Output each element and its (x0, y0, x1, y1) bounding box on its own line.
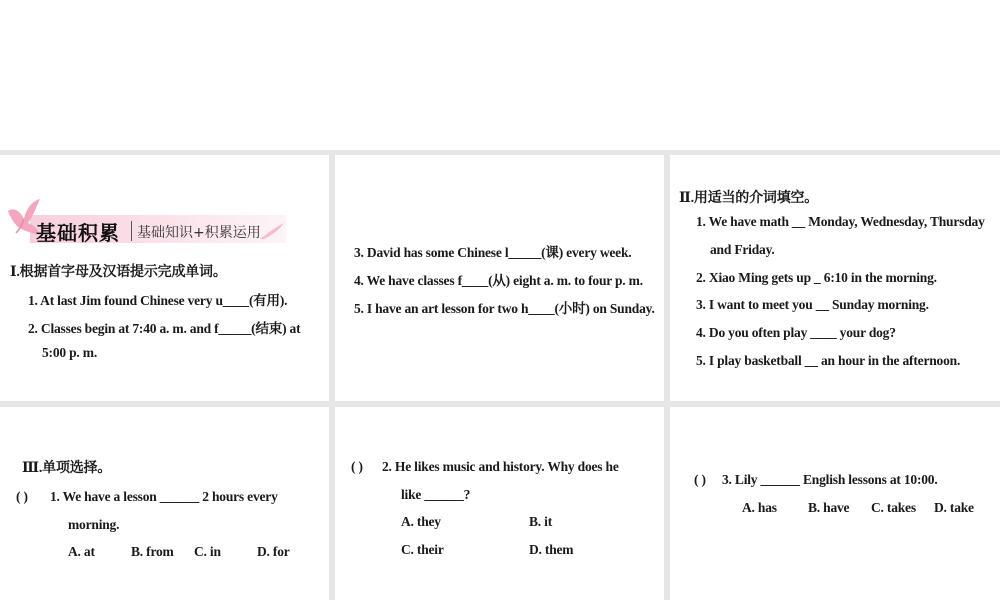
section1-item-5: 5. I have an art lesson for two h____(小时) on Sunday. (354, 301, 655, 316)
q3-option-b: B. have (808, 500, 850, 515)
q1-question-cont: morning. (68, 517, 120, 532)
q2-option-b: B. it (529, 514, 553, 529)
section-banner (4, 197, 286, 249)
section2-item-5: 5. I play basketball __ an hour in the afternoon. (696, 353, 961, 368)
q1-option-c: C. in (194, 544, 221, 559)
section2-item-3: 3. I want to meet you __ Sunday morning. (696, 297, 929, 312)
section2-item-1: 1. We have math __ Monday, Wednesday, Thursday (696, 214, 985, 229)
q2-question: 2. He likes music and history. Why does he (382, 459, 619, 474)
blank-header-area (0, 0, 1000, 150)
section2-item-4: 4. Do you often play ____ your dog? (696, 325, 896, 340)
banner-subtitle: 基础知识+积累运用 (137, 225, 261, 241)
panel-section3-q1 (0, 407, 329, 600)
banner-divider (131, 221, 132, 241)
section1-item-3: 3. David has some Chinese l_____(课) every week. (354, 245, 632, 260)
q3-question: 3. Lily ______ English lessons at 10:00. (722, 472, 938, 487)
q1-option-a: A. at (68, 544, 95, 559)
section1-item-4: 4. We have classes f____(从) eight a. m. to four p. m. (354, 273, 643, 288)
feather-icon (258, 221, 286, 241)
section3-heading: Ⅲ.单项选择。 (22, 461, 112, 476)
q3-answer-paren[interactable]: ( ) (694, 472, 706, 487)
panel-section2 (670, 155, 1000, 401)
section2-heading: Ⅱ.用适当的介词填空。 (679, 191, 819, 206)
panel-section1-part1 (0, 155, 329, 401)
q2-option-c: C. their (401, 542, 444, 557)
q3-option-d: D. take (934, 500, 974, 515)
q1-option-d: D. for (257, 544, 290, 559)
panel-section1-part2 (335, 155, 664, 401)
q3-option-c: C. takes (871, 500, 916, 515)
section1-item-1: 1. At last Jim found Chinese very u____(有用). (28, 293, 288, 308)
q1-question: 1. We have a lesson ______ 2 hours every (50, 489, 278, 504)
q1-option-b: B. from (131, 544, 174, 559)
section2-item-2: 2. Xiao Ming gets up _ 6:10 in the morning. (696, 270, 937, 285)
section1-item-2-cont: 5:00 p. m. (42, 345, 97, 360)
section2-item-1-cont: and Friday. (710, 242, 775, 257)
q1-answer-paren[interactable]: ( ) (16, 489, 28, 504)
q2-answer-paren[interactable]: ( ) (351, 459, 363, 474)
q2-option-d: D. them (529, 542, 574, 557)
panel-section3-q2 (335, 407, 664, 600)
q2-question-cont: like ______? (401, 487, 471, 502)
q2-option-a: A. they (401, 514, 441, 529)
panel-section3-q3 (670, 407, 1000, 600)
q3-option-a: A. has (742, 500, 777, 515)
section1-heading: Ⅰ.根据首字母及汉语提示完成单词。 (10, 265, 227, 280)
section1-item-2: 2. Classes begin at 7:40 a. m. and f_____(结束) at (28, 321, 301, 336)
banner-title: 基础积累 (36, 221, 120, 245)
